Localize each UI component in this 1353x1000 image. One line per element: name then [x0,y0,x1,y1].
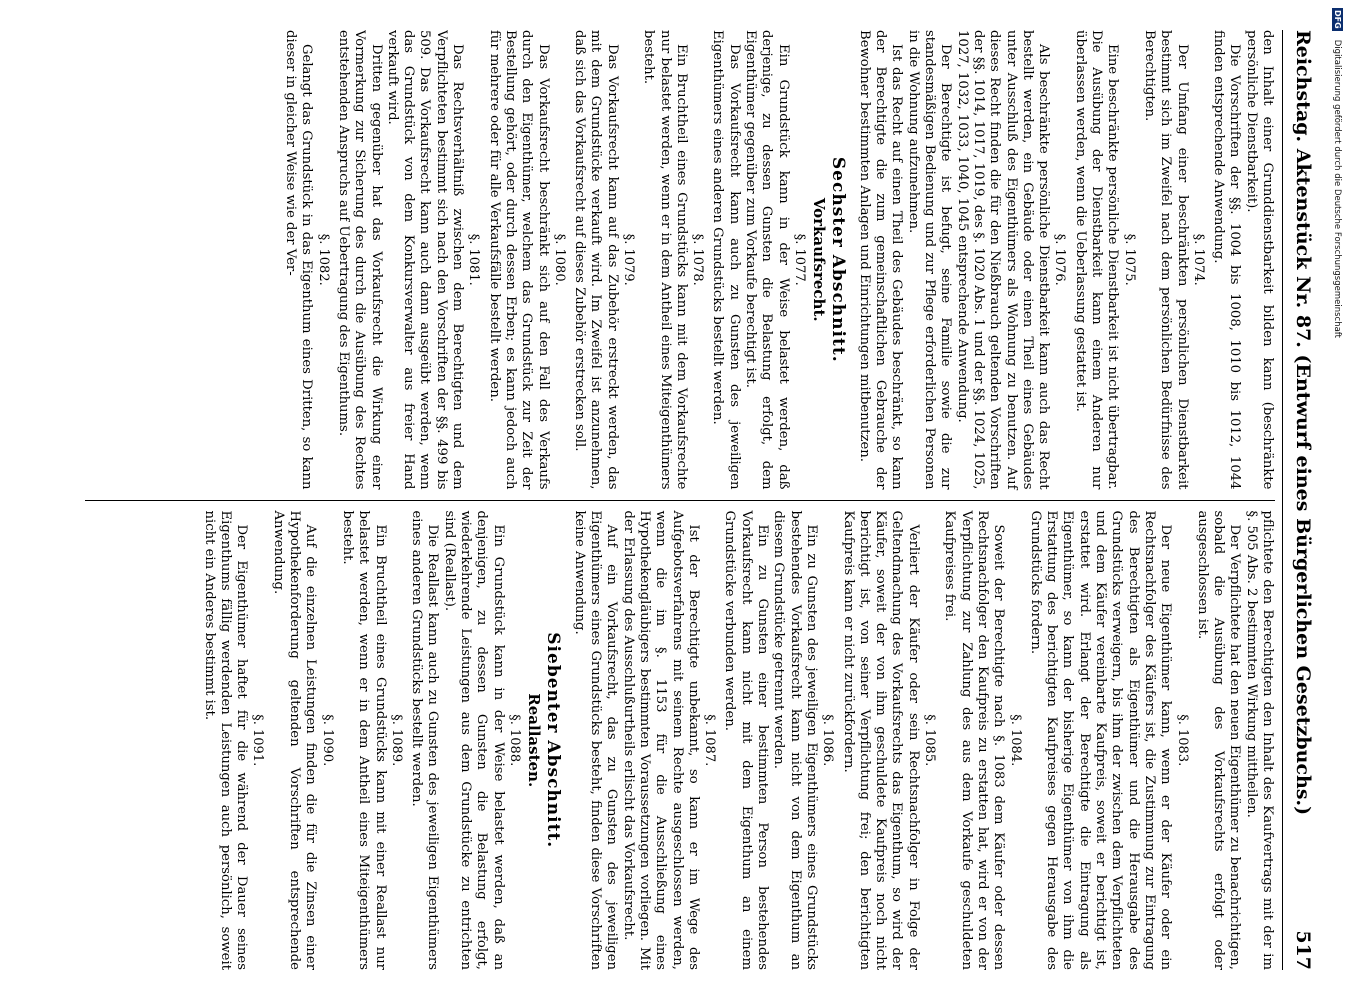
paragraph-text: Die Reallast kann auch zu Gunsten des jeweiligen Eigenthümers eines anderen Grundstücks bestellt werden. [409,510,441,970]
paragraph-text: den Inhalt einer Grunddienstbarkeit bilden kann (beschränkte persönliche Dienstbarkeit). [1243,30,1275,490]
paragraph-text: Der Berechtigte ist befugt, seine Familie sowie die zur standesmäßigen Bedienung und zur Pflege erforderlichen Personen in die Wohnung aufzunehmen. [905,30,954,490]
section-number: §. 1078. [690,233,706,286]
paragraph-text: Dritten gegenüber hat das Vorkaufsrecht die Wirkung einer Vormerkung zur Sicherung des durch die Ausübung des Rechtes entstehenden Anspruchs auf Uebertragung des Eigenthums. [335,30,384,490]
page-header [1282,30,1323,970]
section-number: §. 1083. [1174,714,1190,767]
paragraph-text: Der Eigenthümer haftet für die während der Dauer seines Eigenthums fällig werdenden Leistungen auch persönlich, soweit nicht ein Anderes bestimmt ist. [201,510,250,970]
section-number: §. 1090. [319,714,335,767]
section-number: §. 1074. [1190,233,1206,286]
margin-strip [1332,8,1350,988]
paragraph-text: Die Vorschriften der §§. 1004 bis 1008, 1010 bis 1012, 1044 finden entsprechende Anwendung. [1211,30,1243,490]
section-number: §. 1079. [621,233,637,286]
part-heading: Sechster Abschnitt. [827,156,848,363]
section-number: §. 1080. [551,233,567,286]
paragraph-text: Der Umfang einer beschränkten persönlichen Dienstbarkeit bestimmt sich im Zweifel nach dem persönlichen Bedürfnisse des Berechtigten. [1141,30,1190,490]
section-number: §. 1087. [702,714,718,767]
dfg-logo: DFG [1333,10,1342,29]
page-number: 517 [1292,930,1314,970]
section-number: §. 1088. [506,714,522,767]
section-number: §. 1077. [791,233,807,286]
page-content [83,30,1323,970]
paragraph-text: Das Vorkaufsrecht kann auch zu Gunsten des jeweiligen Eigenthümers eines anderen Grundstücks bestellt werden. [710,30,742,490]
text-columns [85,30,1275,970]
paragraph-text: Soweit der Berechtigte nach §. 1083 dem Käufer oder dessen Rechtsnachfolger den Kaufpreis zu erstatten hat, wird er von der Verpflichtung zur Zahlung des aus dem Vorkaufe geschuldeten Kaufpreises frei. [942,510,1007,970]
paragraph-text: Ein zu Gunsten einer bestimmten Person bestehendes Vorkaufsrecht kann nicht mit dem Eigenthum an einem Grundstücke verbunden werden. [722,510,771,970]
funding-note: Digitalisierung gefördert durch die Deutsche Forschungsgemeinschaft [1332,39,1342,338]
section-number: §. 1084. [1007,714,1023,767]
section-number: §. 1086. [820,714,836,767]
part-subheading: Reallasten. [525,693,544,788]
part-subheading: Vorkaufsrecht. [810,197,829,322]
section-number: §. 1076. [1052,233,1068,286]
paragraph-text: Das Vorkaufsrecht beschränkt sich auf den Fall des Verkaufs durch den Eigenthümer, welchem das Grundstück zur Zeit der Bestellung gehört, oder durch dessen Erben; es kann jedoch auch für mehrere oder für alle Verkaufsfälle bestellt werden. [486,30,551,490]
paragraph-text: Der neue Eigenthümer kann, wenn er der Käufer oder ein Rechtsnachfolger des Käufers ist, die Zustimmung zur Eintragung des Berechtigten als Eigenthümer und die Herausgabe des Grundstücks verweigern, bis ihm der zwischen dem Verpflichteten und dem Käufer vereinbarte Kaufpreis, soweit er berichtigt ist, erstattet wird. Erlangt der Berechtigte die Eintragung als Eigenthümer, so kann der bisherige Eigenthümer von ihm die Erstattung des berichtigten Kaufpreises gegen Herausgabe des Grundstücks fordern. [1027,510,1174,970]
paragraph-text: Ein Bruchtheil eines Grundstücks kann mit einer Reallast nur belastet werden, wenn er in dem Antheil eines Miteigenthümers besteht. [339,510,388,970]
paragraph-text: pflichtete den Berechtigten den Inhalt des Kaufvertrags mit der im §. 505 Abs. 2 bestimmten Wirkung mittheilen. [1243,510,1275,970]
section-number: §. 1091. [250,714,266,767]
paragraph-text: Auf die einzelnen Leistungen finden die für die Zinsen einer Hypothekenforderung geltenden Vorschriften entsprechende Anwendung. [270,510,319,970]
paragraph-text: Ein Bruchtheil eines Grundstücks kann mit dem Vorkaufsrechte nur belastet werden, wenn er in dem Antheil eines Miteigenthümers besteht. [641,30,689,490]
margin-note-wrap [1331,8,1350,338]
section-number: §. 1081. [466,233,482,286]
paragraph-text: Eine beschränkte persönliche Dienstbarkeit ist nicht übertragbar. Die Ausübung der Dienstbarkeit kann einem Anderen nur überlassen werden, wenn die Ueberlassung gestattet ist. [1072,30,1121,490]
section-number: §. 1075. [1121,233,1137,286]
section-number: §. 1085. [922,714,938,767]
paragraph-text: Ein Grundstück kann in der Weise belastet werden, daß derjenige, zu dessen Gunsten die Belastung erfolgt, dem Eigenthümer gegenüber zum Vorkaufe berechtigt ist. [743,30,791,490]
running-title: Reichstag. Aktenstück Nr. 87. (Entwurf eines Bürgerlichen Gesetzbuchs.) [1292,30,1314,816]
paragraph-text: Ein zu Gunsten des jeweiligen Eigenthümers eines Grundstücks bestehendes Vorkaufsrecht kann nicht von dem Eigenthum an diesem Grundstücke getrennt werden. [771,510,819,970]
paragraph-text: Verliert der Käufer oder sein Rechtsnachfolger in Folge der Geltendmachung des Vorkaufsrechts das Eigenthum, so wird der Käufer, soweit der von ihm geschuldete Kaufpreis noch nicht berichtigt ist, von seiner Verpflichtung frei; den berichtigten Kaufpreis kann er nicht zurückfordern. [840,510,921,970]
paragraph-text: Ist das Recht auf einen Theil des Gebäudes beschränkt, so kann der Berechtigte die zum gemeinschaftlichen Gebrauche der Bewohner bestimmten Anlagen und Einrichtungen mitbenutzen. [856,30,905,490]
section-number: §. 1082. [315,233,331,286]
paragraph-text: Das Rechtsverhältniß zwischen dem Berechtigten und dem Verpflichteten bestimmt sich nach den Vorschriften der §§. 499 bis 509. Das Vorkaufsrecht kann auch dann ausgeübt werden, wenn das Grundstück von dem Konkursverwalter aus freier Hand verkauft wird. [384,30,466,490]
paragraph-text: Ist der Berechtigte unbekannt, so kann er im Wege des Aufgebotsverfahrens mit seinem Rechte ausgeschlossen werden, wenn die im §. 1153 für die Ausschließung eines Hypothekengläubigers bestimmten Voraussetzungen vorliegen. Mit der Erlassung des Ausschlußurtheils erlischt das Vorkaufsrecht. [620,510,701,970]
left-column [85,30,1275,500]
part-heading: Siebenter Abschnitt. [542,632,563,849]
paragraph-text: Der Verpflichtete hat den neuen Eigenthümer zu benachrichtigen, sobald die Ausübung des Vorkaufsrechts erfolgt oder ausgeschlossen ist. [1194,510,1243,970]
paragraph-text: Auf ein Vorkaufsrecht, das zu Gunsten des jeweiligen Eigenthümers eines Grundstücks besteht, finden diese Vorschriften keine Anwendung. [571,510,620,970]
paragraph-text: Das Vorkaufsrecht kann auf das Zubehör erstreckt werden, das mit dem Grundstücke verkauft wird. Im Zweifel ist anzunehmen, daß sich das Vorkaufsrecht auf dieses Zubehör erstrecken soll. [572,30,620,490]
right-column [85,500,1275,971]
paragraph-text: Als beschränkte persönliche Dienstbarkeit kann auch das Recht bestellt werden, ein Gebäude oder einen Theil eines Gebäudes unter Ausschluß des Eigenthümers als Wohnung zu benutzen. Auf dieses Recht finden die für den Nießbrauch geltenden Vorschriften der §§. 1014, 1017, 1019, des §. 1020 Abs. 1 und der §§. 1024, 1025, 1027, 1032, 1033, 1040, 1045 entsprechende Anwendung. [954,30,1052,490]
section-number: §. 1089. [388,714,404,767]
paragraph-text: Gelangt das Grundstück in das Eigenthum eines Dritten, so kann dieser in gleicher Weise wie der Ver- [283,30,315,490]
paragraph-text: Ein Grundstück kann in der Weise belastet werden, daß an denjenigen, zu dessen Gunsten die Belastung erfolgt, wiederkehrende Leistungen aus dem Grundstücke zu entrichten sind (Reallast). [441,510,506,970]
